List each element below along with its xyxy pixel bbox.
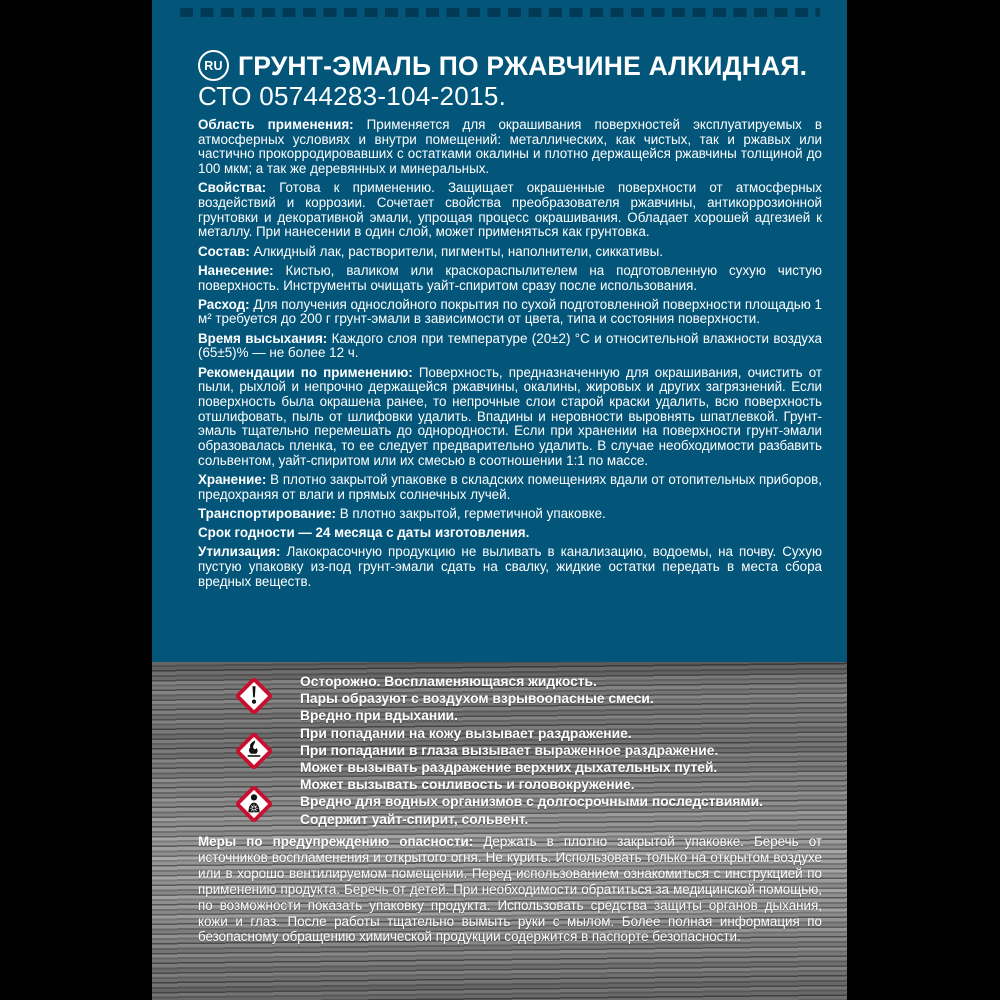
info-section: [198, 264, 822, 293]
section-heading: Время высыхания:: [198, 330, 328, 346]
info-section: [198, 298, 822, 327]
section-heading: Хранение:: [198, 471, 267, 487]
section-heading: Транспортирование:: [198, 505, 336, 521]
section-text: Для получения однослойного покрытия по сухой подготовленной поверхности площадью 1 м² требуется до 200 г грунт-эмали в зависимости от цвета, типа и состояния поверхности.: [198, 296, 822, 327]
section-heading: Состав:: [198, 243, 250, 259]
info-section: [198, 181, 822, 240]
section-text: Кистью, валиком или краскораспылителем на подготовленную сухую чистую поверхность. Инструменты очищать уайт-спиритом сразу после использования.: [198, 262, 822, 293]
section-heading: Область применения:: [198, 117, 354, 132]
ru-mark-icon: [198, 50, 229, 81]
hazard-section: [152, 662, 847, 1000]
section-heading: Нанесение:: [198, 262, 274, 278]
info-section: [198, 545, 822, 589]
info-section: [198, 332, 822, 361]
hazard-statement: Может вызывать раздражение верхних дыхательных путей.: [300, 760, 718, 776]
hazard-statement: Пары образуют с воздухом взрывоопасные смеси.: [300, 691, 654, 707]
info-section: [198, 118, 822, 177]
hazard-statement: При попадании в глаза вызывает выраженное раздражение.: [300, 742, 719, 758]
ru-mark-label: RU: [204, 58, 223, 73]
label-main-section: [152, 0, 847, 662]
section-text: Готова к применению. Защищает окрашенные поверхности от атмосферных воздействий и коррозии. Сочетает свойства преобразователя ржавчины, антикоррозионной грунтовки и декоративной эмали, упрощая процесс окрашивания. Обладает хорошей адгезией к металлу. При нанесении в один слой, может применяться как грунтовка.: [198, 180, 822, 240]
section-text: Алкидный лак, растворители, пигменты, наполнители, сиккативы.: [253, 243, 663, 259]
section-heading: Утилизация:: [198, 544, 281, 560]
precautions-paragraph: [198, 834, 822, 945]
info-section: [198, 507, 822, 522]
section-text: В плотно закрытой, герметичной упаковке.: [339, 505, 606, 521]
hazard-statement: При попадании на кожу вызывает раздражение.: [300, 725, 632, 741]
info-section: [198, 245, 822, 260]
section-text: Применяется для окрашивания поверхностей эксплуатируемых в атмосферных условиях и внутри помещений: металлических, как чистых, так и ржавых или частично прокорродировавших с остатками окалины и плотно держащейся ржавчины толщиной до 100 мкм; а так же деревянных и минеральных.: [198, 117, 822, 177]
hazard-statement: Содержит уайт-спирит, сольвент.: [300, 811, 529, 827]
product-title: ГРУНТ-ЭМАЛЬ ПО РЖАВЧИНЕ АЛКИДНАЯ.: [238, 50, 808, 81]
section-text: Поверхность, предназначенную для окрашивания, очистить от пыли, рыхлой и непрочно держащейся ржавчины, окалины, жировых и других загрязнений. Если поверхность была окрашена ранее, то непрочные слои старой краски удалить, всю поверхность отшлифовать, пыль от шлифовки удалить. Впадины и неровности выровнять шпатлевкой. Грунт-эмаль тщательно перемешать до однородности. Если при хранении на поверхности грунт-эмали образовалась пленка, то ее следует предварительно удалить. В случае необходимости разбавить сольвентом, уайт-спиритом или их смесью в соотношении 1:1 по массе.: [198, 364, 822, 468]
hazard-statement: Может вызывать сонливость и головокружение.: [300, 777, 635, 793]
info-section: [198, 473, 822, 502]
ghs07-exclamation-icon: [233, 675, 275, 717]
texture-dashes: [180, 8, 820, 17]
info-section: [198, 366, 822, 469]
precautions-text: Держать в плотно закрытой упаковке. Беречь от источников воспламенения и открытого огня. Не курить. Использовать только на открытом воздухе или в хорошо вентилируемом помещении. Перед использованием ознакомиться с инструкцией по применению продукта. Беречь от детей. При необходимости обратиться за медицинской помощью, по возможности показать упаковку продукта. Использовать средства защиты органов дыхания, кожи и глаз. После работы тщательно вымыть руки с мылом. Более полная информация по безопасному обращению химической продукции содержится в паспорте безопасности.: [198, 834, 823, 945]
ghs08-health-hazard-icon: [233, 783, 275, 825]
precautions-heading: Меры по предупреждению опасности:: [198, 834, 474, 849]
hazard-statements: [300, 673, 805, 828]
info-section: [198, 526, 822, 541]
ghs02-flame-icon: [233, 730, 275, 772]
product-label: [152, 0, 847, 1000]
section-text: Лакокрасочную продукцию не выливать в канализацию, водоемы, на почву. Сухую пустую упаковку из-под грунт-эмали сдать на свалку, жидкие остатки передать в места сбора вредных веществ.: [198, 544, 822, 589]
section-text: В плотно закрытой упаковке в складских помещениях вдали от отопительных приборов, предохраняя от влаги и прямых солнечных лучей.: [198, 471, 822, 502]
section-heading: Рекомендации по применению:: [198, 364, 413, 380]
section-text: Каждого слоя при температуре (20±2) °С и относительной влажности воздуха (65±5)% — не более 12 ч.: [198, 330, 822, 361]
hazard-statement: Вредно для водных организмов с долгосрочными последствиями.: [300, 794, 763, 810]
title-row: [198, 50, 822, 81]
section-heading: Срок годности — 24 месяца с даты изготовления.: [198, 525, 530, 541]
section-heading: Расход:: [198, 296, 250, 312]
hazard-statement: Вредно при вдыхании.: [300, 708, 458, 724]
standard-number: СТО 05744283-104-2015.: [198, 81, 507, 111]
section-heading: Свойства:: [198, 180, 267, 196]
info-sections: [198, 118, 822, 589]
hazard-statement: Осторожно. Воспламеняющаяся жидкость.: [300, 674, 597, 689]
